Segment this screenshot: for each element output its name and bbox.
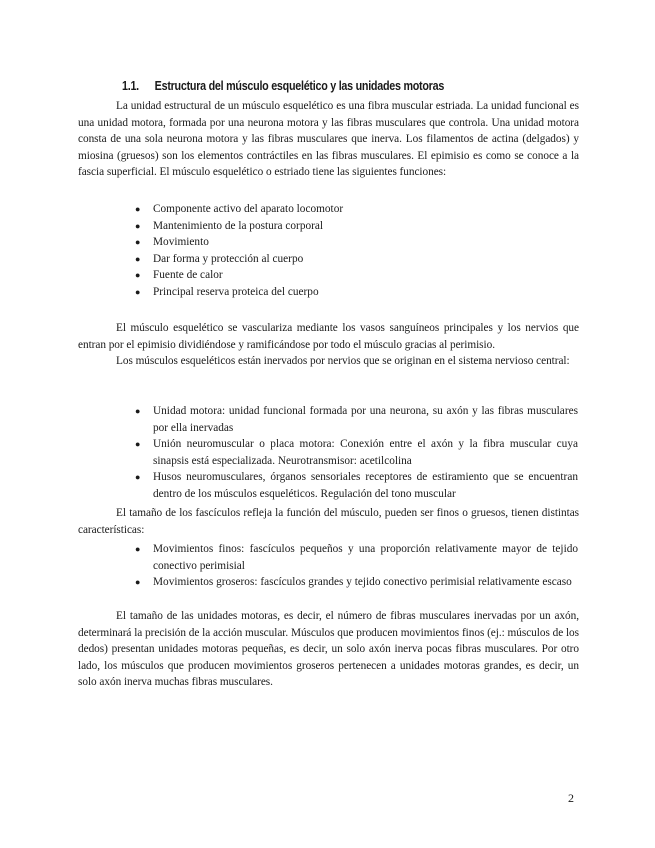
list-item: ● Principal reserva proteica del cuerpo: [153, 284, 573, 301]
list-item: ● Movimientos finos: fascículos pequeños y una proporción relativamente mayor de tejido conectivo perimisial: [135, 543, 578, 572]
bullet-icon: ●: [135, 204, 141, 214]
list-item: ● Componente activo del aparato locomotor: [153, 201, 573, 218]
bullet-icon: ●: [135, 577, 141, 588]
bullet-icon: ●: [135, 406, 141, 416]
vascularization-paragraph-block: [78, 320, 579, 370]
functions-list: [135, 201, 573, 301]
list-item: ● Fuente de calor: [153, 267, 573, 284]
list-item: ● Unión neuromuscular o placa motora: Conexión entre el axón y la fibra muscular cuya sinapsis está especializada. Neurotransmisor: acetilcolina: [135, 438, 578, 467]
paragraph-structure: La unidad estructural de un músculo esquelético es una fibra muscular estriada. La unidad funcional es una unidad motora, formada por una neurona motora y las fibras musculares que controla. Una unidad motora consta de una sola neurona motora y las fibras musculares que inerva. Los filamentos de actina (delgados) y miosina (gruesos) son los elementos contráctiles en las fibras musculares. El epimisio es como se conoce a la fascia superficial. El músculo esquelético o estriado tiene las siguientes funciones:: [78, 100, 579, 179]
list-item: ● Movimientos groseros: fascículos grandes y tejido conectivo perimisial relativamente escaso: [153, 574, 578, 591]
intro-paragraph-block: [78, 98, 579, 181]
section-heading: [122, 79, 444, 93]
list-item: ● Movimiento: [153, 234, 573, 251]
list-item: ● Mantenimiento de la postura corporal: [153, 218, 573, 235]
bullet-icon: ●: [135, 544, 141, 554]
innervation-list: [135, 403, 578, 503]
fascicle-paragraph-block: [78, 505, 579, 538]
paragraph-fascicles: El tamaño de los fascículos refleja la función del músculo, pueden ser finos o gruesos, tienen distintas características:: [78, 507, 579, 536]
list-item: ● Husos neuromusculares, órganos sensoriales receptores de estiramiento que se encuentran dentro de los músculos esqueléticos. Regulación del tono muscular: [135, 471, 578, 500]
fascicle-list: [135, 541, 578, 591]
list-item: ● Unidad motora: unidad funcional formada por una neurona, su axón y las fibras musculares por ella inervadas: [135, 405, 578, 434]
bullet-icon: ●: [135, 237, 141, 248]
bullet-icon: ●: [135, 220, 141, 231]
motor-units-paragraph-block: [78, 608, 579, 691]
paragraph-motor-units: El tamaño de las unidades motoras, es decir, el número de fibras musculares inervadas por un axón, determinará la precisión de la acción muscular. Músculos que producen movimientos finos (ej.: músculos de los dedos) presentan unidades motoras pequeñas, es decir, un solo axón inerva pocas fibras musculares. Por otro lado, los músculos que producen movimientos groseros pertenecen a unidades motoras grandes, es decir, un solo axón inerva muchas fibras musculares.: [78, 610, 579, 689]
bullet-icon: ●: [135, 286, 141, 297]
section-number: 1.1.: [122, 79, 139, 93]
page-number: 2: [568, 791, 574, 805]
section-title: Estructura del músculo esquelético y las unidades motoras: [154, 79, 445, 93]
bullet-icon: ●: [135, 439, 141, 450]
bullet-icon: ●: [135, 472, 141, 483]
list-item: ● Dar forma y protección al cuerpo: [153, 251, 573, 268]
paragraph-vascularization: El músculo esquelético se vasculariza mediante los vasos sanguíneos principales y los nervios que entran por el epimisio dividiéndose y ramificándose por todo el músculo gracias al perimisio.: [78, 322, 579, 351]
bullet-icon: ●: [135, 270, 141, 281]
paragraph-innervation: Los músculos esqueléticos están inervados por nervios que se originan en el sistema nervioso central:: [116, 355, 570, 368]
bullet-icon: ●: [135, 253, 141, 264]
